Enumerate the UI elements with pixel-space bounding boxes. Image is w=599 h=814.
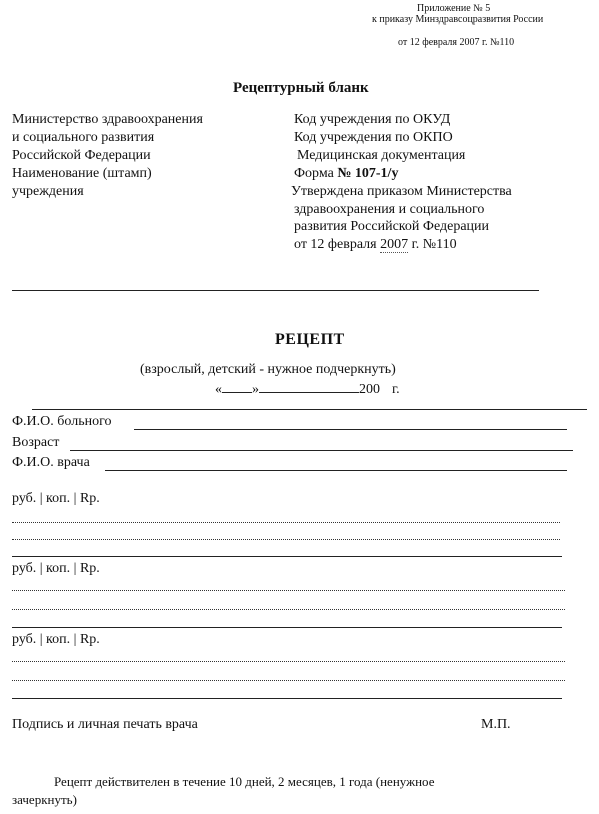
okpo-code-label: Код учреждения по ОКПО — [294, 130, 453, 145]
month-blank[interactable] — [259, 380, 359, 393]
rx-line[interactable] — [12, 522, 560, 523]
ministry-line-3: Российской Федерации — [12, 148, 151, 163]
age-field[interactable] — [70, 450, 573, 451]
approved-line-3: развития Российской Федерации — [294, 219, 490, 234]
ministry-line-2: и социального развития — [12, 130, 155, 145]
year-prefix: 200 — [359, 382, 380, 397]
seal-label: М.П. — [481, 717, 511, 732]
patient-name-label: Ф.И.О. больного — [12, 414, 112, 429]
rx-line[interactable] — [12, 590, 565, 591]
rx-line[interactable] — [12, 661, 565, 662]
validity-line-1: Рецепт действителен в течение 10 дней, 2 месяцев, 1 года (ненужное — [54, 774, 435, 789]
stamp-label-2: учреждения — [12, 184, 84, 199]
approved-line-4: от 12 февраля 2007 г. №110 — [294, 237, 457, 252]
rx-label: руб. | коп. | Rp. — [12, 491, 100, 506]
annex-line-2: к приказу Минздравсоцразвития России — [372, 14, 544, 25]
validity-line-2: зачеркнуть) — [12, 792, 77, 807]
patient-name-field[interactable] — [134, 429, 567, 430]
form-number — [294, 165, 398, 183]
date-line — [215, 380, 400, 399]
rx-separator — [12, 556, 562, 557]
rx-separator — [12, 627, 562, 628]
form-prefix: Форма — [294, 166, 338, 181]
recipe-title: РЕЦЕПТ — [275, 331, 345, 348]
quote-close: » — [252, 382, 259, 397]
header-separator — [12, 290, 539, 291]
rx-separator — [12, 698, 562, 699]
doctor-name-label: Ф.И.О. врача — [12, 455, 90, 470]
year-suffix: г. — [392, 382, 400, 397]
quote-open: « — [215, 382, 222, 397]
rx-line[interactable] — [12, 539, 560, 540]
rx-line[interactable] — [12, 680, 565, 681]
day-blank[interactable] — [222, 380, 252, 393]
approved-line-2: здравоохранения и социального — [294, 202, 485, 217]
annex-line-1: Приложение № 5 — [417, 3, 491, 14]
rx-label: руб. | коп. | Rp. — [12, 561, 100, 576]
ministry-line-1: Министерство здравоохранения — [12, 112, 203, 127]
rx-label: руб. | коп. | Rp. — [12, 632, 100, 647]
form-title: Рецептурный бланк — [233, 80, 369, 96]
medical-doc-label: Медицинская документация — [297, 148, 466, 163]
okud-code-label: Код учреждения по ОКУД — [294, 112, 451, 127]
rx-line[interactable] — [12, 609, 565, 610]
patient-type-note: (взрослый, детский - нужное подчеркнуть) — [140, 362, 396, 377]
annex-line-3: от 12 февраля 2007 г. №110 — [398, 37, 515, 48]
doctor-name-field[interactable] — [105, 470, 567, 471]
signature-label: Подпись и личная печать врача — [12, 717, 198, 732]
form-number-value: № 107-1/у — [337, 166, 399, 181]
stamp-label-1: Наименование (штамп) — [12, 166, 152, 181]
date-separator — [32, 409, 587, 410]
approved-year: 2007 — [380, 237, 409, 252]
approved-line-1: Утверждена приказом Министерства — [291, 184, 512, 199]
age-label: Возраст — [12, 435, 60, 450]
